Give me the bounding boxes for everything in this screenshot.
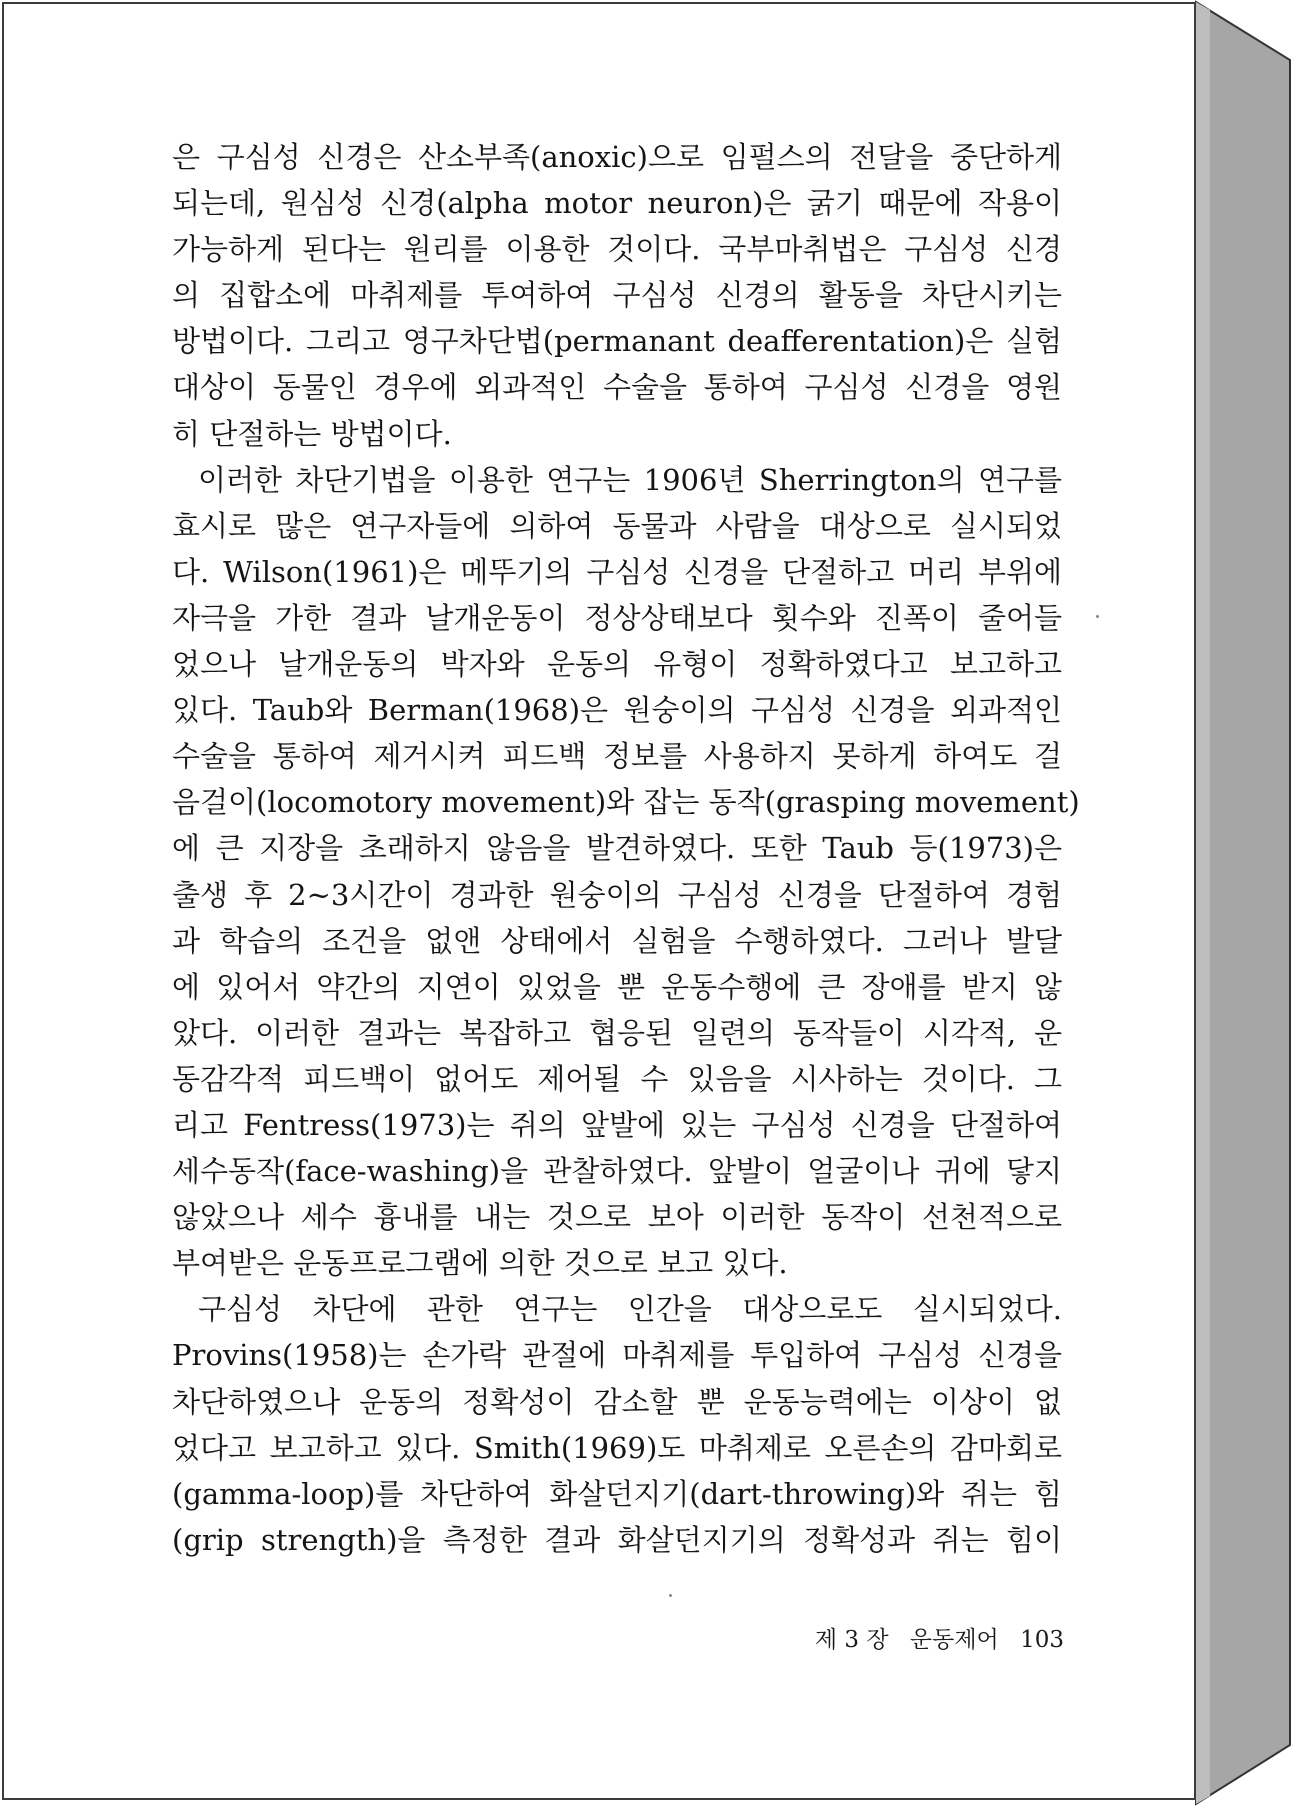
text-line: 의 집합소에 마취제를 투여하여 구심성 신경의 활동을 차단시키는	[172, 278, 1062, 313]
scan-speck	[669, 1594, 672, 1597]
text-line: 음걸이(locomotory movement)와 잡는 동작(grasping movement)	[172, 785, 1080, 820]
text-line: 구심성 차단에 관한 연구는 인간을 대상으로도 실시되었다.	[198, 1292, 1062, 1327]
chapter-title: 운동제어	[909, 1627, 999, 1653]
text-line: 않았으나 세수 흉내를 내는 것으로 보아 이러한 동작이 선천적으로	[172, 1200, 1062, 1235]
text-line: 에 큰 지장을 초래하지 않음을 발견하였다. 또한 Taub 등(1973)은	[172, 831, 1062, 866]
text-line: 다. Wilson(1961)은 메뚜기의 구심성 신경을 단절하고 머리 부위에	[172, 554, 1062, 589]
text-line: 되는데, 원심성 신경(alpha motor neuron)은 굵기 때문에 작용이	[172, 186, 1062, 221]
text-line: 출생 후 2~3시간이 경과한 원숭이의 구심성 신경을 단절하여 경험	[172, 877, 1062, 912]
text-line: 부여받은 운동프로그램에 의한 것으로 보고 있다.	[172, 1246, 788, 1281]
book-page	[2, 2, 1196, 1800]
text-line: 세수동작(face-washing)을 관찰하였다. 앞발이 얼굴이나 귀에 닿지	[172, 1154, 1062, 1189]
body-text	[172, 134, 1080, 1563]
text-line: 효시로 많은 연구자들에 의하여 동물과 사람을 대상으로 실시되었	[172, 508, 1062, 543]
text-line: 가능하게 된다는 원리를 이용한 것이다. 국부마취법은 구심성 신경	[172, 232, 1062, 267]
page-number: 103	[1020, 1627, 1064, 1653]
text-line: (gamma-loop)를 차단하여 화살던지기(dart-throwing)와 쥐는 힘	[172, 1476, 1062, 1511]
text-line: Provins(1958)는 손가락 관절에 마취제를 투입하여 구심성 신경을	[172, 1338, 1062, 1373]
text-line: 히 단절하는 방법이다.	[172, 416, 452, 451]
text-line: 이러한 차단기법을 이용한 연구는 1906년 Sherrington의 연구를	[198, 462, 1062, 497]
text-line: 았다. 이러한 결과는 복잡하고 협응된 일련의 동작들이 시각적, 운	[172, 1015, 1062, 1050]
text-line: 수술을 통하여 제거시켜 피드백 정보를 사용하지 못하게 하여도 걸	[172, 739, 1062, 774]
scan-speck	[1096, 615, 1099, 618]
text-line: 과 학습의 조건을 없앤 상태에서 실험을 수행하였다. 그러나 발달	[172, 923, 1062, 958]
text-line: 있다. Taub와 Berman(1968)은 원숭이의 구심성 신경을 외과적인	[172, 693, 1062, 728]
text-line: 었으나 날개운동의 박자와 운동의 유형이 정확하였다고 보고하고	[172, 647, 1062, 682]
text-line: 리고 Fentress(1973)는 쥐의 앞발에 있는 구심성 신경을 단절하여	[172, 1107, 1062, 1142]
text-line: 차단하였으나 운동의 정확성이 감소할 뿐 운동능력에는 이상이 없	[172, 1384, 1062, 1419]
text-line: 자극을 가한 결과 날개운동이 정상상태보다 횟수와 진폭이 줄어들	[172, 600, 1062, 635]
text-line: 대상이 동물인 경우에 외과적인 수술을 통하여 구심성 신경을 영원	[172, 370, 1062, 405]
text-line: 은 구심성 신경은 산소부족(anoxic)으로 임펄스의 전달을 중단하게	[172, 140, 1062, 174]
chapter-label: 제 3 장	[814, 1627, 889, 1653]
page-footer	[764, 1621, 1064, 1654]
text-line: 었다고 보고하고 있다. Smith(1969)도 마취제로 오른손의 감마회로	[172, 1430, 1062, 1465]
text-line: (grip strength)을 측정한 결과 화살던지기의 정확성과 쥐는 힘이	[172, 1522, 1062, 1557]
text-line: 방법이다. 그리고 영구차단법(permanant deafferentation)은 실험	[172, 324, 1062, 359]
text-line: 동감각적 피드백이 없어도 제어될 수 있음을 시사하는 것이다. 그	[172, 1061, 1062, 1096]
text-line: 에 있어서 약간의 지연이 있었을 뿐 운동수행에 큰 장애를 받지 않	[172, 969, 1062, 1004]
